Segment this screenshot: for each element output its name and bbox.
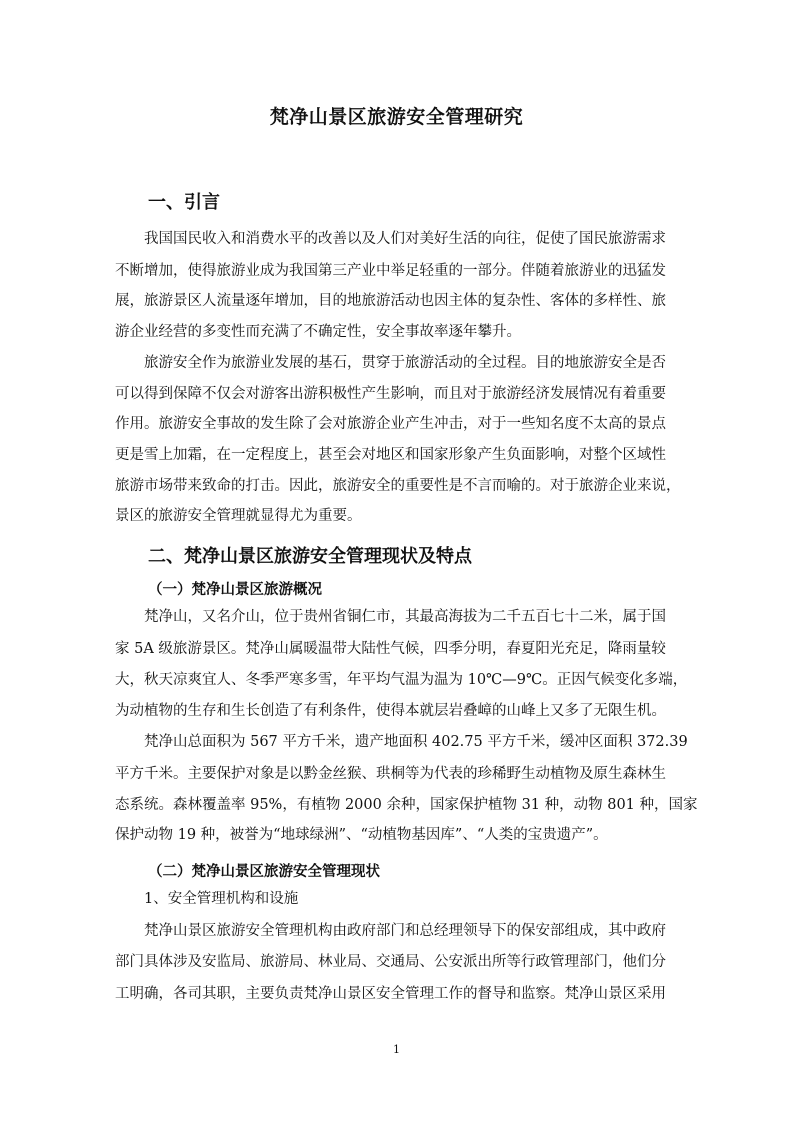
paragraph-line: 家 5A 级旅游景区。梵净山属暖温带大陆性气候，四季分明，春夏阳光充足，降雨量较 bbox=[115, 641, 666, 657]
paragraph-line: 旅游市场带来致命的打击。因此，旅游安全的重要性是不言而喻的。对于旅游企业来说， bbox=[115, 478, 681, 494]
paragraph-line: 梵净山景区旅游安全管理机构由政府部门和总经理领导下的保安部组成，其中政府 bbox=[144, 923, 666, 939]
paragraph-line: 平方千米。主要保护对象是以黔金丝猴、珙桐等为代表的珍稀野生动植物及原生森林生 bbox=[115, 766, 666, 782]
paragraph-line: 部门具体涉及安监局、旅游局、林业局、交通局、公安派出所等行政管理部门，他们分 bbox=[115, 954, 666, 970]
paragraph-line: 梵净山，又名介山，位于贵州省铜仁市，其最高海拔为二千五百七十二米，属于国 bbox=[144, 609, 666, 625]
paragraph-line: 不断增加，使得旅游业成为我国第三产业中举足轻重的一部分。伴随着旅游业的迅猛发 bbox=[115, 263, 666, 279]
paragraph-line: 工明确，各司其职，主要负责梵净山景区安全管理工作的督导和监察。梵净山景区采用 bbox=[115, 986, 666, 1002]
paragraph-line: 作用。旅游安全事故的发生除了会对旅游企业产生冲击，对于一些知名度不太高的景点 bbox=[115, 416, 666, 432]
paragraph-line: 游企业经营的多变性而充满了不确定性，安全事故率逐年攀升。 bbox=[115, 324, 521, 340]
paragraph-line: 旅游安全作为旅游业发展的基石，贯穿于旅游活动的全过程。目的地旅游安全是否 bbox=[144, 355, 666, 371]
paragraph-line: 态系统。森林覆盖率 95%，有植物 2000 余种，国家保护植物 31 种，动物 801 种，国家 bbox=[115, 797, 698, 813]
paragraph-line: 我国国民收入和消费水平的改善以及人们对美好生活的向往，促使了国民旅游需求 bbox=[144, 231, 666, 247]
page-number: 1 bbox=[393, 1043, 400, 1056]
subsection-heading-overview: （一）梵净山景区旅游概况 bbox=[148, 582, 322, 598]
item-heading-organization: 1、安全管理机构和设施 bbox=[144, 891, 299, 907]
section-heading-status: 二、梵净山景区旅游安全管理现状及特点 bbox=[148, 546, 472, 567]
subsection-heading-management-status: （二）梵净山景区旅游安全管理现状 bbox=[148, 864, 380, 880]
paragraph-line: 梵净山总面积为 567 平方千米，遗产地面积 402.75 平方千米，缓冲区面积 372.39 bbox=[144, 734, 688, 750]
document-title: 梵净山景区旅游安全管理研究 bbox=[269, 106, 524, 128]
paragraph-line: 大，秋天凉爽宜人、冬季严寒多雪，年平均气温为温为 10℃—9℃。正因气候变化多端， bbox=[115, 672, 688, 688]
paragraph-line: 展，旅游景区人流量逐年增加，目的地旅游活动也因主体的复杂性、客体的多样性、旅 bbox=[115, 293, 666, 309]
paragraph-line: 可以得到保障不仅会对游客出游积极性产生影响，而且对于旅游经济发展情况有着重要 bbox=[115, 386, 666, 402]
section-heading-introduction: 一、引言 bbox=[148, 192, 220, 213]
paragraph-line: 更是雪上加霜，在一定程度上，甚至会对地区和国家形象产生负面影响，对整个区域性 bbox=[115, 447, 666, 463]
paragraph-line: 景区的旅游安全管理就显得尤为重要。 bbox=[115, 508, 362, 524]
paragraph-line: 为动植物的生存和生长创造了有利条件，使得本就层岩叠嶂的山峰上又多了无限生机。 bbox=[115, 703, 666, 719]
paragraph-line: 保护动物 19 种，被誉为“地球绿洲”、“动植物基因库”、“人类的宝贵遗产”。 bbox=[115, 827, 608, 843]
